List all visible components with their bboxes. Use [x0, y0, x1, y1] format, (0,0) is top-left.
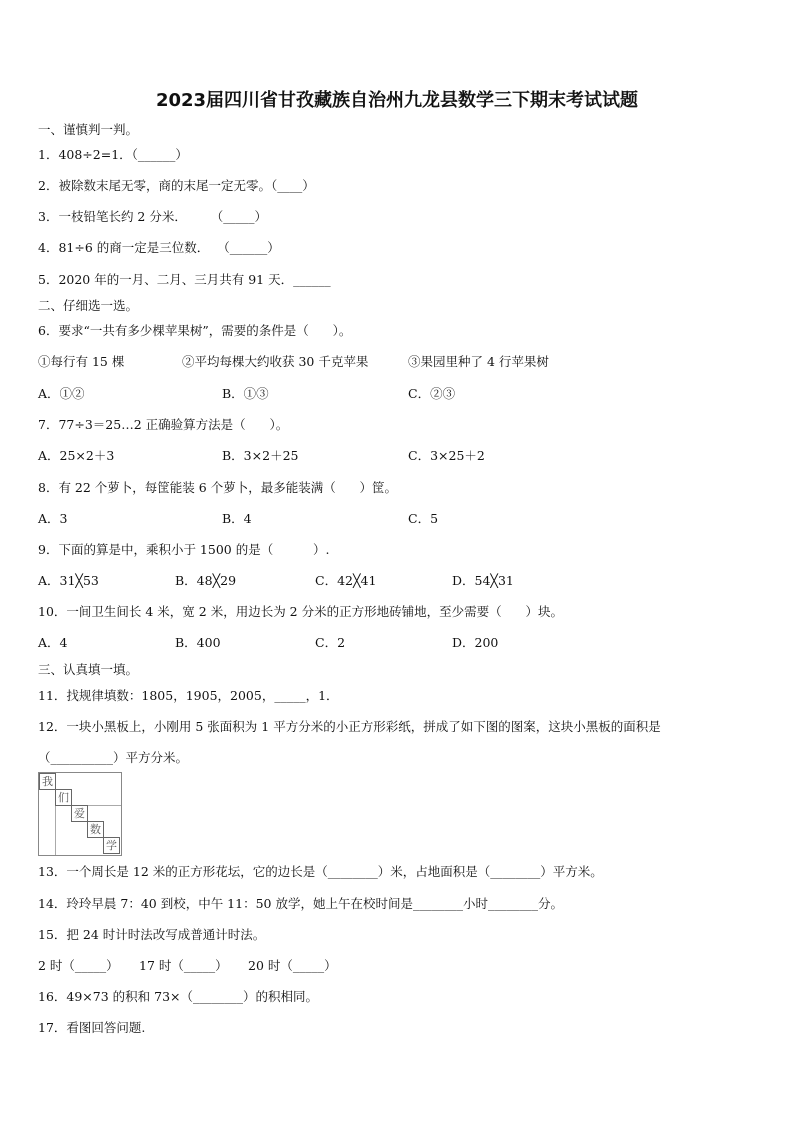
q15-item-2: 17 时（_____） — [139, 958, 228, 973]
figure-cell: 数 — [87, 821, 104, 838]
question-15: 15．把 24 时计时法改写成普通计时法。 — [38, 927, 266, 942]
staircase-figure — [38, 772, 122, 856]
question-14: 14．玲玲早晨 7：40 到校，中午 11：50 放学，她上午在校时间是________小时________分。 — [38, 896, 563, 911]
question-3: 3．一枝铅笔长约 2 分米． （_____） — [38, 209, 267, 224]
question-11: 11．找规律填数：1805，1905，2005，_____，1． — [38, 688, 339, 703]
q10-option-c: C．2 — [315, 635, 346, 650]
figure-cell: 们 — [55, 789, 72, 806]
q6-condition-3: ③果园里种了 4 行苹果树 — [408, 354, 549, 369]
question-12-line-2: （__________）平方分米。 — [38, 750, 189, 765]
q9-option-b: B．48╳29 — [175, 573, 237, 588]
q15-item-1: 2 时（_____） — [38, 958, 119, 973]
question-4: 4．81÷6 的商一定是三位数． （______） — [38, 240, 280, 255]
q7-option-b: B．3×2＋25 — [222, 448, 299, 463]
q6-option-a: A．①② — [38, 386, 85, 401]
question-13: 13．一个周长是 12 米的正方形花坛，它的边长是（________）米，占地面积是（________）平方米。 — [38, 864, 603, 879]
q6-option-c: C．②③ — [408, 386, 456, 401]
figure-cell: 我 — [39, 773, 56, 790]
q10-option-b: B．400 — [175, 635, 221, 650]
q9-option-d: D．54╳31 — [452, 573, 514, 588]
q10-option-a: A．4 — [38, 635, 68, 650]
q7-option-c: C．3×25＋2 — [408, 448, 485, 463]
q10-option-d: D．200 — [452, 635, 499, 650]
question-5: 5．2020 年的一月、二月、三月共有 91 天．______ — [38, 272, 331, 287]
q8-option-c: C．5 — [408, 511, 439, 526]
question-12-line-1: 12．一块小黑板上，小刚用 5 张面积为 1 平方分米的小正方形彩纸，拼成了如下图的图案，这块小黑板的面积是 — [38, 719, 661, 734]
q8-option-a: A．3 — [38, 511, 68, 526]
section-heading-2: 二、仔细选一选。 — [38, 298, 139, 313]
question-8: 8．有 22 个萝卜，每筐能装 6 个萝卜，最多能装满（ ）筐。 — [38, 480, 398, 495]
q15-item-3: 20 时（_____） — [248, 958, 337, 973]
question-2: 2．被除数末尾无零，商的末尾一定无零。（____） — [38, 178, 315, 193]
q6-option-b: B．①③ — [222, 386, 269, 401]
figure-cell: 学 — [103, 837, 120, 854]
question-16: 16．49×73 的积和 73×（________）的积相同。 — [38, 989, 319, 1004]
section-heading-3: 三、认真填一填。 — [38, 662, 139, 677]
q7-option-a: A．25×2＋3 — [38, 448, 115, 463]
question-7: 7．77÷3＝25…2 正确验算方法是（ ）。 — [38, 417, 289, 432]
question-9: 9．下面的算是中，乘积小于 1500 的是（ ）. — [38, 542, 330, 557]
q6-condition-2: ②平均每棵大约收获 30 千克苹果 — [182, 354, 369, 369]
section-heading-1: 一、谨慎判一判。 — [38, 122, 139, 137]
q6-condition-1: ①每行有 15 棵 — [38, 354, 125, 369]
question-1: 1．408÷2=1．（______） — [38, 147, 188, 162]
q9-option-c: C．42╳41 — [315, 573, 377, 588]
q8-option-b: B．4 — [222, 511, 252, 526]
page-title: 2023届四川省甘孜藏族自治州九龙县数学三下期末考试试题 — [155, 90, 639, 111]
question-6: 6．要求“一共有多少棵苹果树”，需要的条件是（ ）。 — [38, 323, 352, 338]
question-17: 17．看图回答问题. — [38, 1020, 146, 1035]
q9-option-a: A．31╳53 — [38, 573, 99, 588]
figure-cell: 爱 — [71, 805, 88, 822]
question-10: 10．一间卫生间长 4 米，宽 2 米，用边长为 2 分米的正方形地砖铺地，至少需要（ ）块。 — [38, 604, 563, 619]
